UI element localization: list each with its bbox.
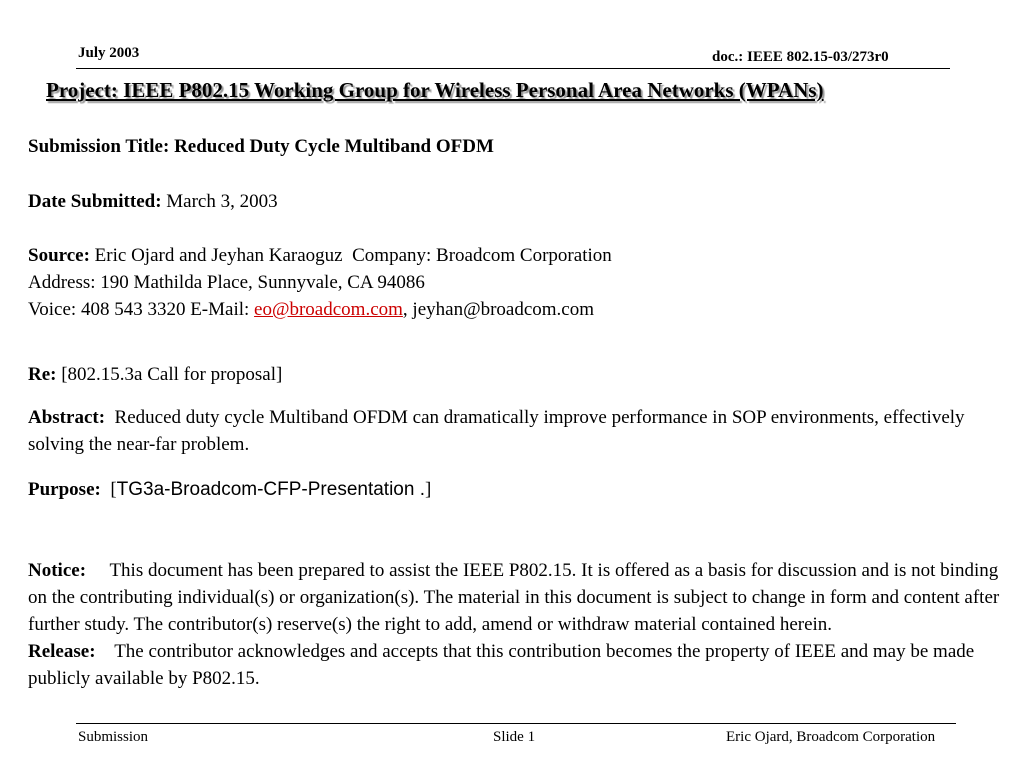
purpose-open-bracket: [: [110, 479, 117, 500]
notice-label: Notice:: [28, 560, 87, 581]
release-label: Release:: [28, 641, 96, 662]
source-company: Company: Broadcom Corporation: [352, 245, 612, 266]
submission-title: Submission Title: Reduced Duty Cycle Multiband OFDM: [28, 136, 494, 157]
date-submitted-value: March 3, 2003: [166, 191, 278, 212]
release-text: The contributor acknowledges and accepts that this contribution becomes the property of IEEE and may be made publicly available by P802.15.: [28, 641, 975, 689]
footer-submission: Submission: [78, 729, 149, 745]
source-line: [28, 242, 612, 269]
header-doc-id: doc.: IEEE 802.15-03/273r0: [712, 49, 889, 65]
purpose-close-bracket: ]: [425, 479, 432, 500]
source-authors: Eric Ojard and Jeyhan Karaoguz: [94, 245, 343, 266]
source-label: Source:: [28, 245, 90, 266]
email-other: , jeyhan@broadcom.com: [402, 299, 594, 320]
re-line: [28, 361, 282, 388]
header-date: July 2003: [78, 45, 140, 61]
source-voice: Voice: 408 543 3320 E-Mail:: [28, 299, 250, 320]
footer-divider: [76, 723, 956, 724]
purpose-line: [28, 476, 431, 503]
abstract-text: Reduced duty cycle Multiband OFDM can dramatically improve performance in SOP environments, effectively solving the near-far problem.: [28, 407, 965, 455]
email-link[interactable]: eo@broadcom.com: [254, 299, 403, 320]
notice-paragraph: [28, 557, 1018, 638]
abstract-label: Abstract:: [28, 407, 106, 428]
project-title: Project: IEEE P802.15 Working Group for Wireless Personal Area Networks (WPANs): [46, 78, 824, 102]
re-label: Re:: [28, 364, 57, 385]
purpose-label: Purpose:: [28, 479, 101, 500]
source-address: Address: 190 Mathilda Place, Sunnyvale, CA 94086: [28, 272, 425, 293]
release-paragraph: [28, 638, 1018, 692]
source-contact: [28, 296, 612, 323]
abstract-block: [28, 404, 988, 458]
footer-slide-number: Slide 1: [493, 729, 536, 745]
date-submitted: [28, 188, 278, 215]
notice-release-block: [28, 557, 1018, 692]
footer-author: Eric Ojard, Broadcom Corporation: [726, 729, 936, 745]
header-divider: [76, 68, 950, 69]
purpose-value: TG3a-Broadcom-CFP-Presentation .: [116, 479, 425, 500]
re-value: [802.15.3a Call for proposal]: [61, 364, 283, 385]
date-submitted-label: Date Submitted:: [28, 191, 162, 212]
notice-text: This document has been prepared to assist the IEEE P802.15. It is offered as a basis for discussion and is not binding on the contributing individual(s) or organization(s). The material in this document is subject to change in form and content after further study. The contributor(s) reserve(s) the right to add, amend or withdraw material contained herein.: [28, 560, 1000, 635]
source-block: [28, 242, 612, 323]
